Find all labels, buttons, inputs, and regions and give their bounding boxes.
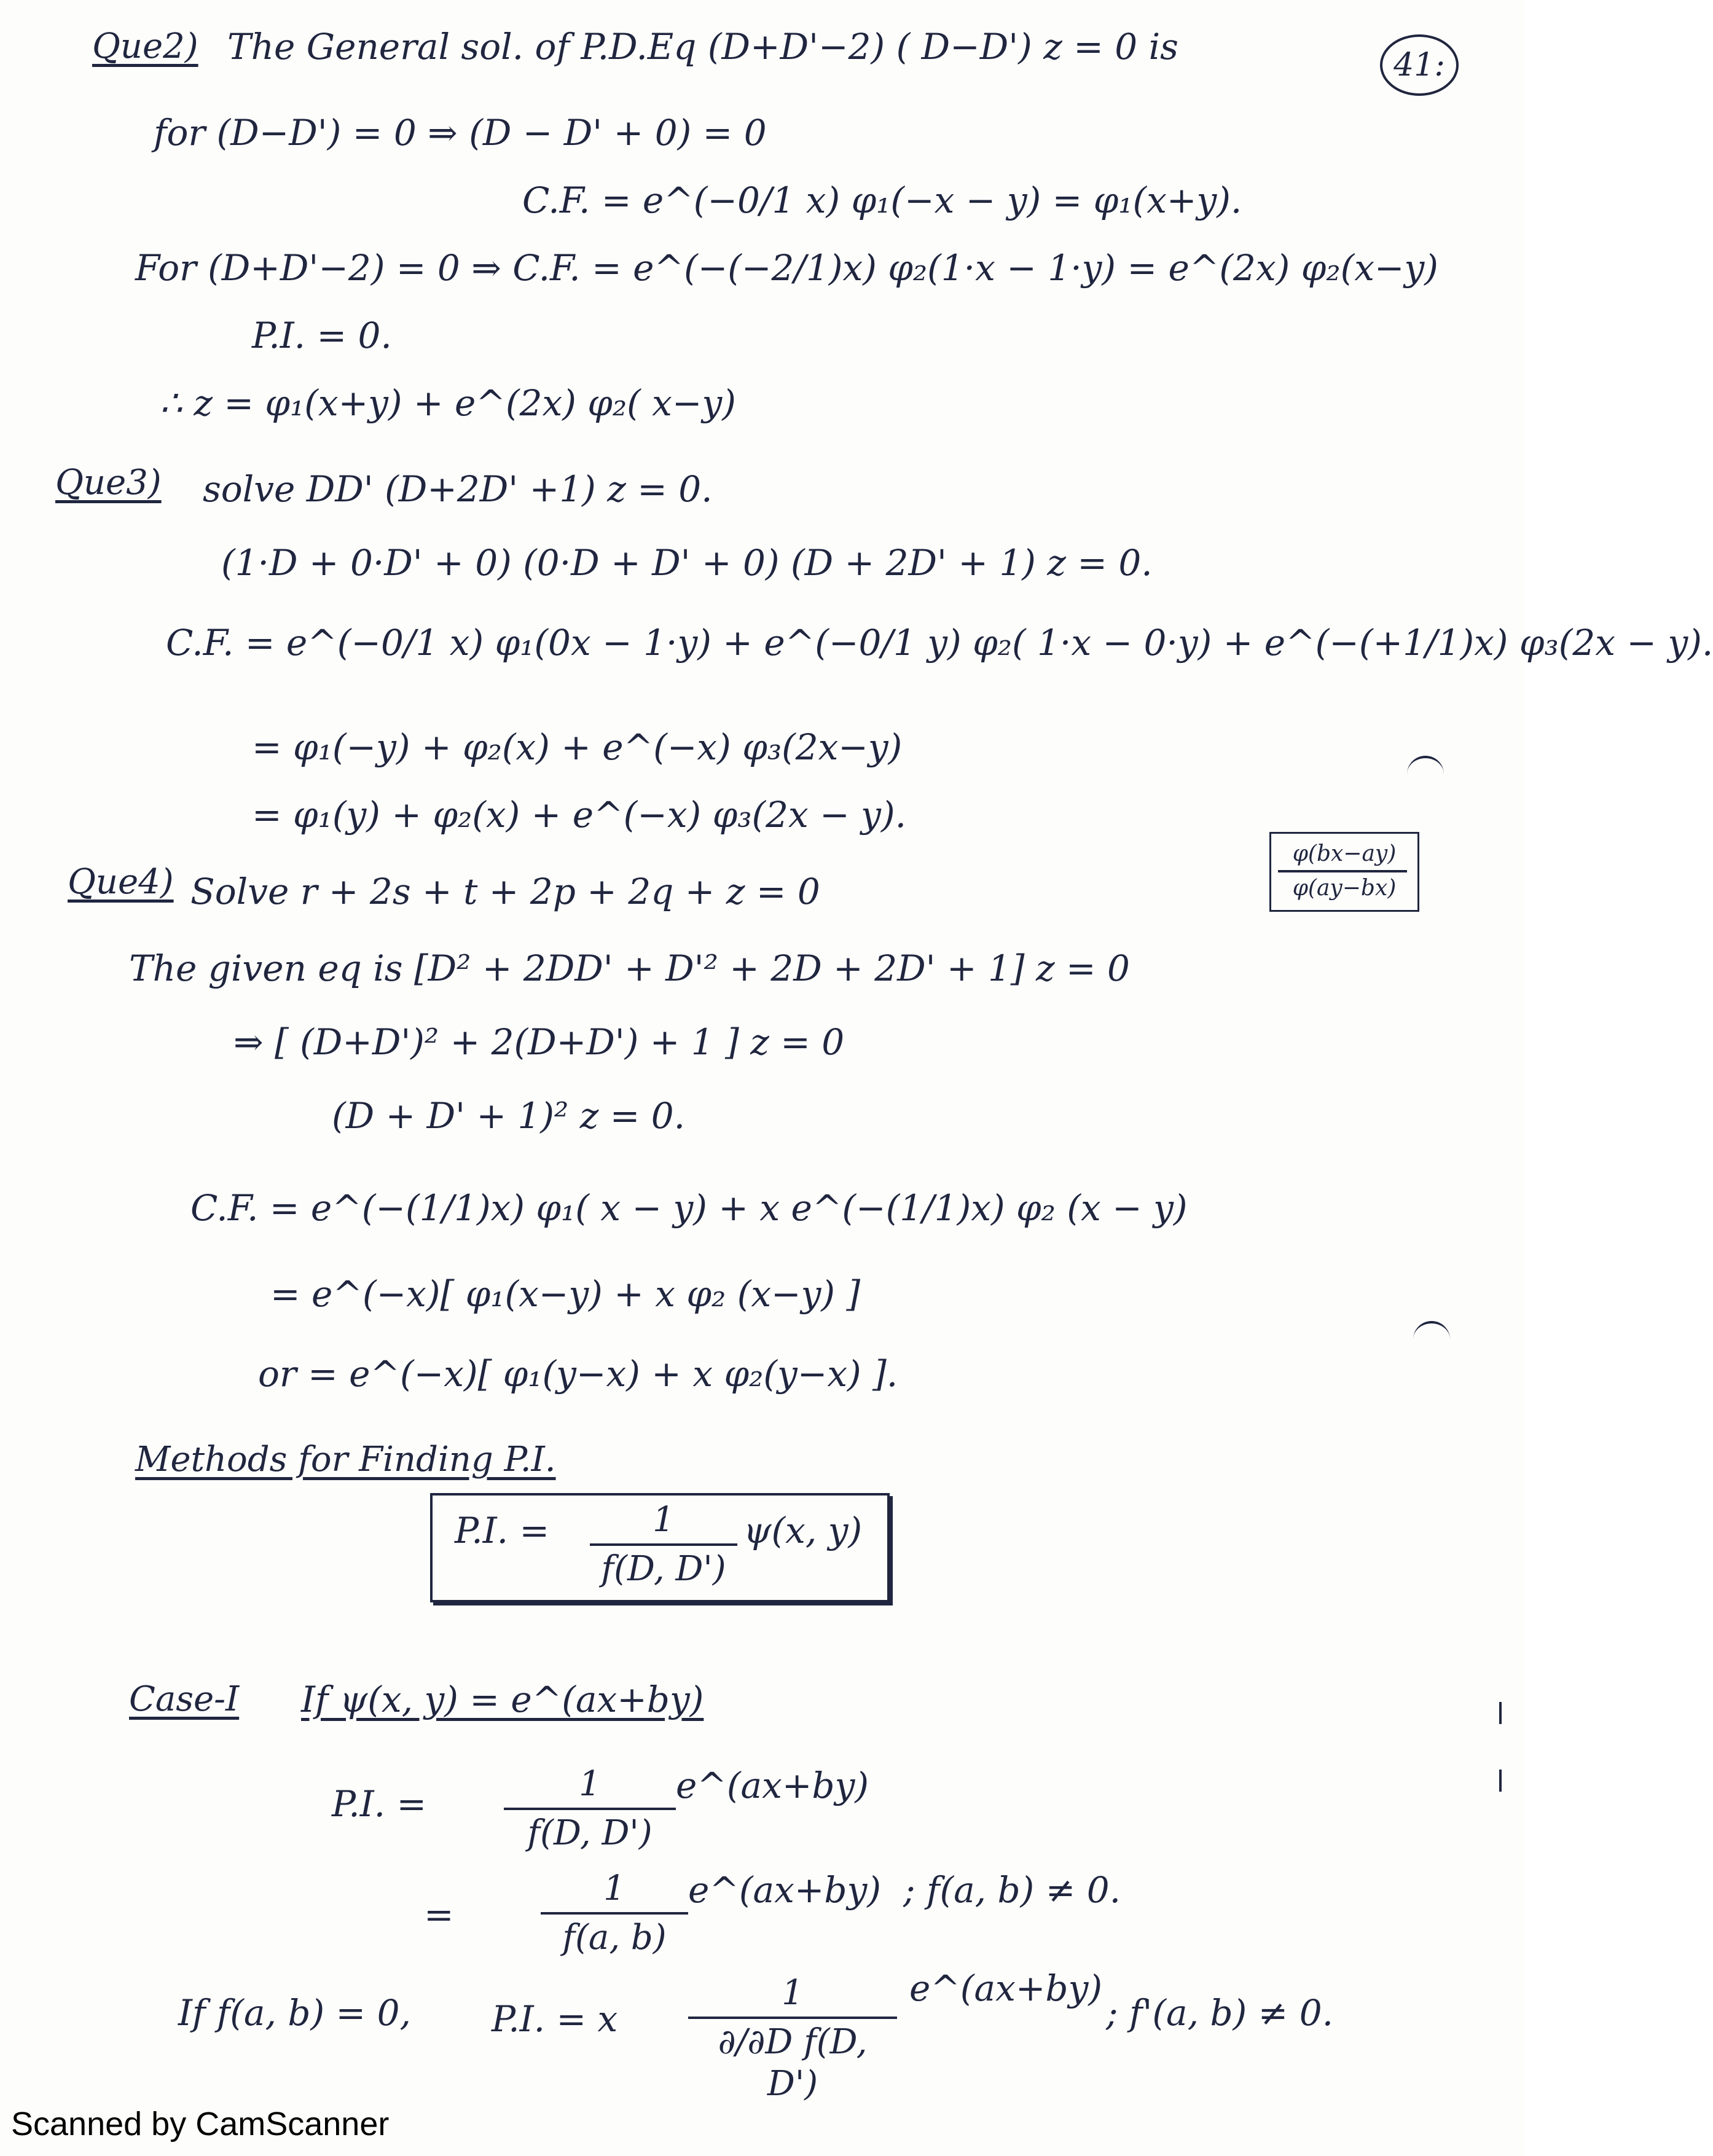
case1-zero-rhs: e^(ax+by)	[909, 1967, 1102, 2009]
case1-zero-num: 1	[782, 1973, 804, 2013]
q4-line-1: Solve r + 2s + t + 2p + 2q + z = 0	[190, 871, 820, 912]
q3-line-5: = φ₁(y) + φ₂(x) + e^(−x) φ₃(2x − y).	[252, 794, 907, 836]
q2-line-1: The General sol. of P.D.Eq (D+D'−2) ( D−D') z = 0 is	[227, 26, 1178, 68]
case1-eval-rhs: e^(ax+by)	[688, 1869, 881, 1911]
case1-pi-den: f(D, D')	[527, 1813, 653, 1853]
q4-label: Que4)	[68, 862, 174, 902]
q4-line-7: or = e^(−x)[ φ₁(y−x) + x φ₂(y−x) ].	[258, 1353, 898, 1395]
q2-line-3: C.F. = e^(−0/1 x) φ₁(−x − y) = φ₁(x+y).	[522, 179, 1242, 221]
side-note-top: φ(bx−ay)	[1292, 841, 1397, 866]
case1-eval-den: f(a, b)	[562, 1918, 667, 1958]
case1-zero-fraction	[688, 1972, 897, 2105]
case1-pi-bar	[504, 1808, 676, 1810]
methods-heading: Methods for Finding P.I.	[135, 1440, 556, 1480]
page-number: 41:	[1380, 34, 1459, 96]
q2-line-6: ∴ z = φ₁(x+y) + e^(2x) φ₂( x−y)	[160, 382, 736, 424]
case1-pi-fraction	[504, 1763, 676, 1854]
scan-edge-mark-1	[1499, 1702, 1502, 1724]
side-note-bottom: φ(ay−bx)	[1292, 876, 1397, 901]
case1-label: Case-I	[129, 1679, 240, 1719]
q3-line-2: (1·D + 0·D' + 0) (0·D + D' + 0) (D + 2D' + 1) z = 0.	[221, 542, 1153, 584]
case1-zero-den: ∂/∂D f(D, D')	[718, 2022, 868, 2104]
q2-line-5: P.I. = 0.	[252, 315, 392, 356]
q3-line-3: C.F. = e^(−0/1 x) φ₁(0x − 1·y) + e^(−0/1 y) φ₂( 1·x − 0·y) + e^(−(+1/1)x) φ₃(2x − y).	[166, 622, 1713, 664]
q4-line-5: C.F. = e^(−(1/1)x) φ₁( x − y) + x e^(−(1/1)x) φ₂ (x − y)	[190, 1187, 1188, 1229]
case1-eval-bar	[541, 1912, 688, 1915]
pi-formula-lhs: P.I. =	[455, 1510, 550, 1551]
side-note-divider	[1278, 870, 1407, 872]
q2-label: Que2)	[92, 26, 198, 66]
q3-label: Que3)	[55, 463, 162, 503]
case1-eval-cond: ; f(a, b) ≠ 0.	[903, 1869, 1121, 1911]
pi-formula-fraction	[590, 1499, 737, 1590]
q4-line-6: = e^(−x)[ φ₁(x−y) + x φ₂ (x−y) ]	[270, 1273, 861, 1315]
pi-formula-rhs: ψ(x, y)	[743, 1510, 863, 1551]
case1-eval-fraction	[541, 1868, 688, 1959]
q4-line-4: (D + D' + 1)² z = 0.	[332, 1095, 686, 1137]
case1-condition: If ψ(x, y) = e^(ax+by)	[301, 1679, 704, 1720]
case1-pi-lhs: P.I. =	[332, 1783, 427, 1825]
case1-zero-lhs: P.I. = x	[492, 1998, 618, 2040]
q4-line-3: ⇒ [ (D+D')² + 2(D+D') + 1 ] z = 0	[233, 1021, 845, 1063]
margin-mark-1	[1407, 756, 1444, 777]
case1-eval-num: 1	[603, 1868, 625, 1908]
pi-formula-bar	[590, 1543, 737, 1546]
scan-edge-mark-2	[1499, 1770, 1502, 1792]
case1-eq-sign: =	[424, 1894, 454, 1935]
q4-line-2: The given eq is [D² + 2DD' + D'² + 2D + 2D' + 1] z = 0	[129, 947, 1130, 989]
case1-pi-rhs: e^(ax+by)	[676, 1765, 869, 1806]
case1-pi-num: 1	[579, 1764, 601, 1804]
scanner-watermark: Scanned by CamScanner	[11, 2106, 390, 2142]
pi-formula-num: 1	[653, 1500, 675, 1540]
pi-formula-den: f(D, D')	[601, 1549, 726, 1589]
case1-zero-case: If f(a, b) = 0,	[178, 1992, 411, 2034]
q2-line-4: For (D+D'−2) = 0 ⇒ C.F. = e^(−(−2/1)x) φ₂(1·x − 1·y) = e^(2x) φ₂(x−y)	[135, 247, 1438, 289]
q3-line-4: = φ₁(−y) + φ₂(x) + e^(−x) φ₃(2x−y)	[252, 726, 903, 768]
q3-line-1: solve DD' (D+2D' +1) z = 0.	[203, 468, 713, 510]
q2-line-2: for (D−D') = 0 ⇒ (D − D' + 0) = 0	[154, 112, 767, 154]
margin-mark-2	[1413, 1321, 1450, 1342]
case1-zero-cond: ; f'(a, b) ≠ 0.	[1106, 1992, 1334, 2034]
case1-zero-bar	[688, 2017, 897, 2019]
